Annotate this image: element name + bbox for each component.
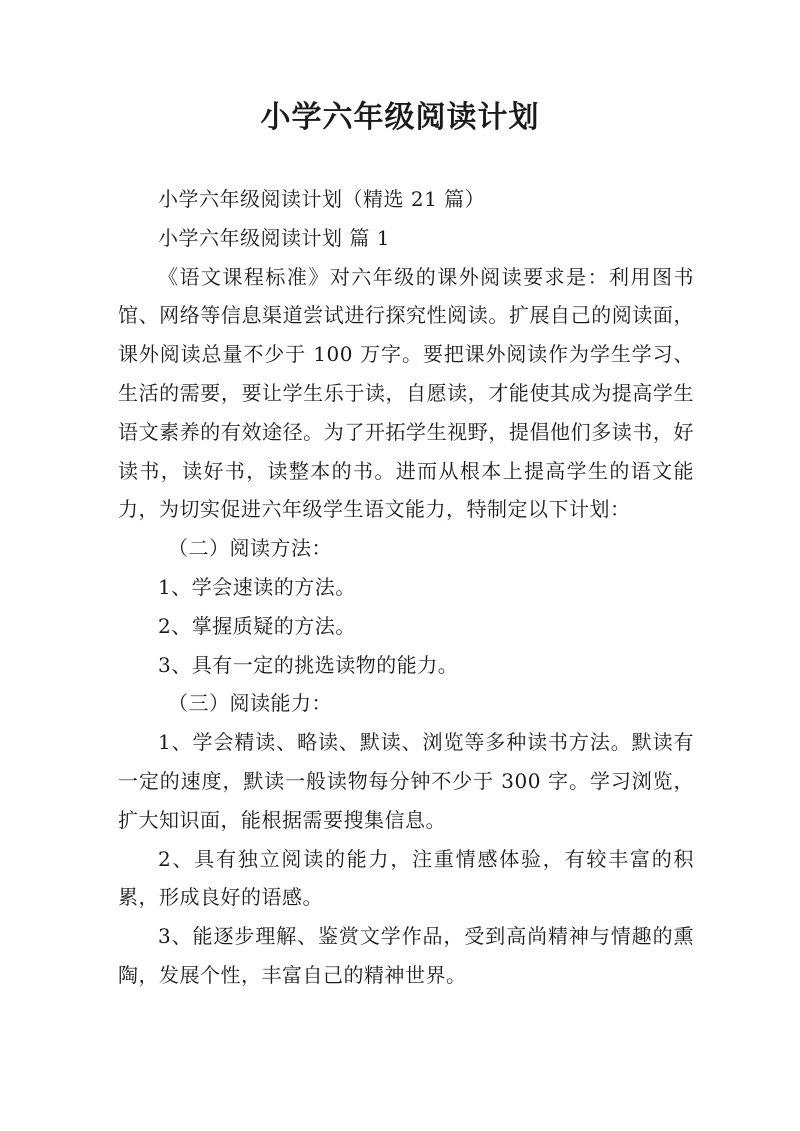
method-item: 1、学会速读的方法。 [158,574,356,599]
ability-item: 3、能逐步理解、鉴赏文学作品，受到高尚精神与情趣的熏陶，发展个性，丰富自己的精神世界。 [118,924,694,987]
ability-item: 1、学会精读、略读、默读、浏览等多种读书方法。默读有一定的速度，默读一般读物每分钟不少于 300 字。学习浏览，扩大知识面，能根据需要搜集信息。 [118,730,694,832]
document-subtitle: 小学六年级阅读计划（精选 21 篇） [158,187,486,211]
intro-paragraph: 《语文课程标准》对六年级的课外阅读要求是：利用图书馆、网络等信息渠道尝试进行探究性阅读。扩展自己的阅读面，课外阅读总量不少于 100 万字。要把课外阅读作为学生学习、生活的需要，要让学生乐于读，自愿读，才能使其成为提高学生语文素养的有效途径。为了开拓学生视野，提倡他们多读书，好读书，读好书，读整本的书。进而从根本上提高学生的语文能力，为切实促进六年级学生语文能力，特制定以下计划： [118,264,694,522]
method-item: 3、具有一定的挑选读物的能力。 [158,652,459,677]
ability-heading: （三）阅读能力： [168,691,332,716]
method-item: 2、掌握质疑的方法。 [158,613,356,638]
document-body [118,180,694,995]
section-title: 小学六年级阅读计划 篇 1 [158,225,390,250]
document-title: 小学六年级阅读计划 [260,100,540,135]
ability-item: 2、具有独立阅读的能力，注重情感体验，有较丰富的积累，形成良好的语感。 [118,846,694,910]
method-heading: （二）阅读方法： [168,536,332,561]
